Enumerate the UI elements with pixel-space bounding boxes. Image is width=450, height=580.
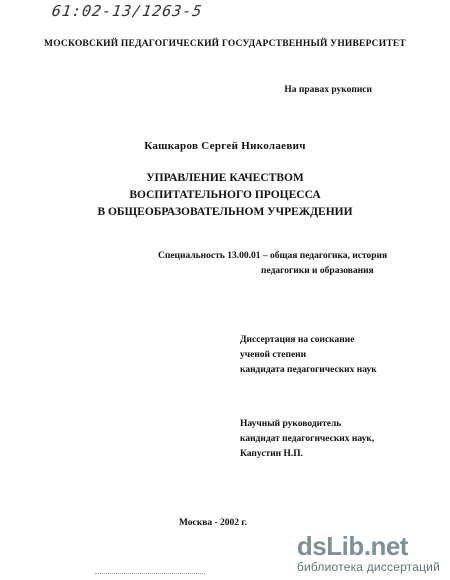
advisor-line-1: Научный руководитель [240, 419, 342, 429]
title-line-1: УПРАВЛЕНИЕ КАЧЕСТВОМ [146, 172, 304, 184]
dissertation-title [0, 170, 450, 221]
specialty-block [158, 249, 387, 279]
author-name: Кашкаров Сергей Николаевич [144, 140, 306, 152]
watermark-logo: dsLib.net [296, 531, 408, 561]
specialty-line-1: Специальность 13.00.01 – общая педагогика, история [158, 251, 388, 261]
degree-line-3: кандидата педагогических наук [240, 365, 377, 375]
title-line-3: В ОБЩЕОБРАЗОВАТЕЛЬНОМ УЧРЕЖДЕНИИ [97, 206, 353, 218]
handwritten-archive-code: 61:02-13/1263-5 [50, 2, 204, 20]
scan-artifact-line [95, 573, 205, 578]
advisor-block [240, 417, 374, 462]
degree-block [240, 333, 377, 378]
degree-line-2: ученой степени [240, 350, 307, 360]
watermark-caption: библиотека диссертаций [296, 560, 440, 574]
title-line-2: ВОСПИТАТЕЛЬНОГО ПРОЦЕССА [129, 189, 321, 201]
watermark [297, 533, 440, 574]
advisor-line-3: Капустин Н.П. [240, 449, 304, 459]
degree-line-1: Диссертация на соискание [240, 335, 355, 345]
manuscript-rights-note: На правах рукописи [284, 85, 372, 95]
city-year-text: Москва - 2002 г. [178, 518, 248, 528]
city-year [0, 518, 450, 528]
university-name: МОСКОВСКИЙ ПЕДАГОГИЧЕСКИЙ ГОСУДАРСТВЕННЫЙ УНИВЕРСИТЕТ [44, 39, 406, 49]
advisor-line-2: кандидат педагогических наук, [240, 434, 375, 444]
specialty-line-2: педагогики и образования [261, 266, 374, 276]
